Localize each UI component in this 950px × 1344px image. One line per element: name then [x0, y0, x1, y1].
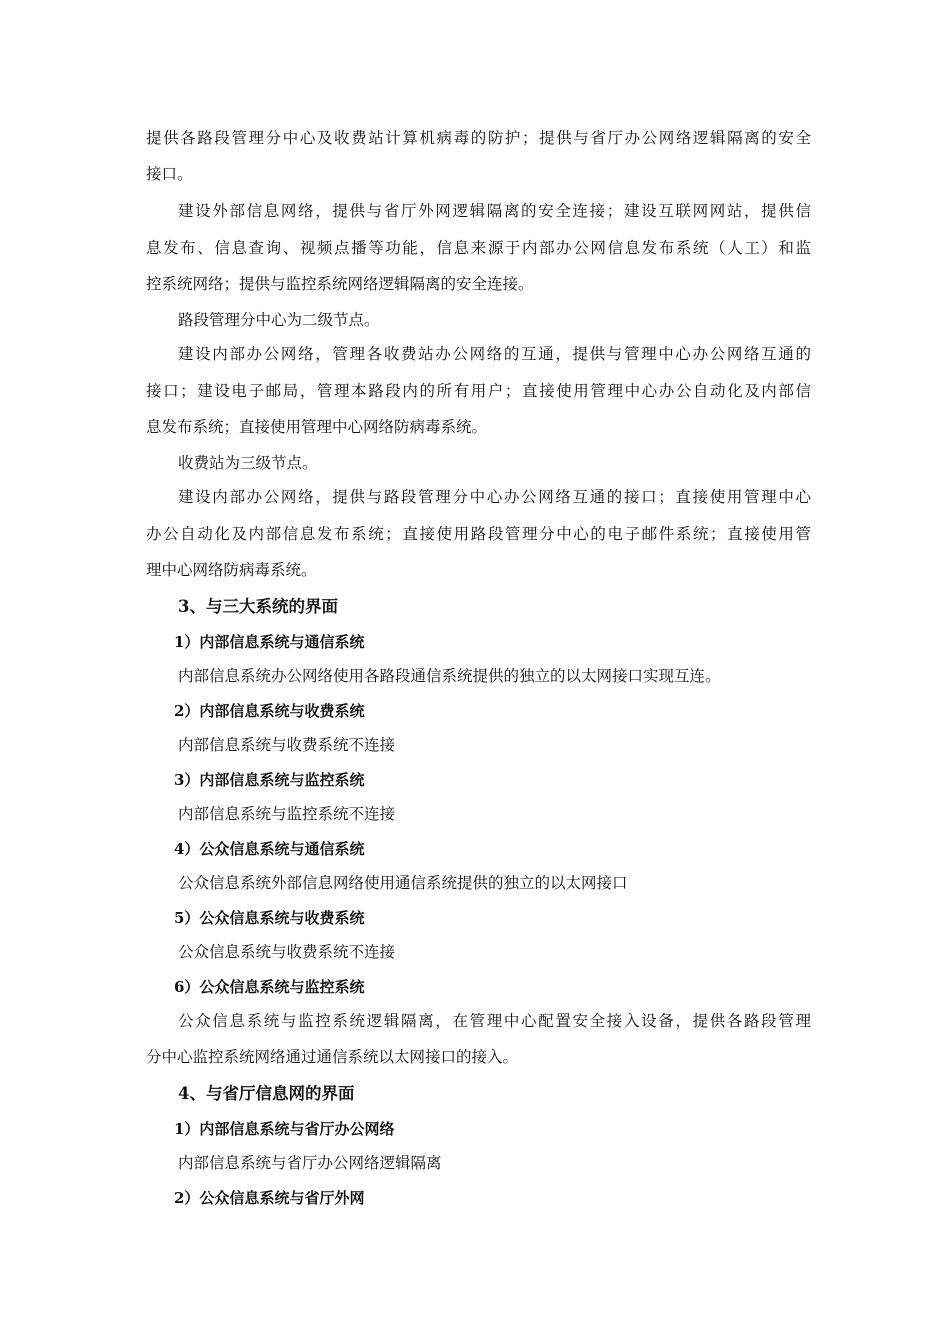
paragraph-line: 内部信息系统与省厅办公网络逻辑隔离	[178, 1154, 442, 1172]
paragraph-line: 理中心网络防病毒系统。	[146, 561, 317, 579]
subsection-heading: 6）公众信息系统与监控系统	[174, 978, 365, 996]
paragraph-line: 路段管理分中心为二级节点。	[178, 311, 380, 329]
subsection-heading: 4）公众信息系统与通信系统	[174, 840, 365, 858]
paragraph-line: 分中心监控系统网络通过通信系统以太网接口的接入。	[146, 1048, 519, 1066]
paragraph-line: 建设内部办公网络，管理各收费站办公网络的互通，提供与管理中心办公网络互通的	[178, 345, 811, 363]
paragraph-line: 公众信息系统外部信息网络使用通信系统提供的独立的以太网接口	[178, 874, 628, 892]
paragraph-line: 公众信息系统与监控系统逻辑隔离，在管理中心配置安全接入设备，提供各路段管理	[178, 1012, 811, 1030]
subsection-heading: 1）内部信息系统与省厅办公网络	[174, 1120, 395, 1138]
subsection-heading: 1）内部信息系统与通信系统	[174, 633, 365, 651]
paragraph-line: 内部信息系统与收费系统不连接	[178, 736, 396, 754]
paragraph-line: 内部信息系统办公网络使用各路段通信系统提供的独立的以太网接口实现互连。	[178, 667, 721, 685]
section-heading: 4、与省厅信息网的界面	[178, 1084, 355, 1103]
paragraph-line: 公众信息系统与收费系统不连接	[178, 943, 396, 961]
paragraph-line: 收费站为三级节点。	[178, 454, 318, 472]
paragraph-line: 接口。	[146, 165, 193, 183]
paragraph-line: 控系统网络；提供与监控系统网络逻辑隔离的安全连接。	[146, 275, 534, 293]
paragraph-line: 建设内部办公网络，提供与路段管理分中心办公网络互通的接口；直接使用管理中心	[178, 488, 811, 506]
paragraph-line: 建设外部信息网络，提供与省厅外网逻辑隔离的安全连接；建设互联网网站，提供信	[178, 202, 811, 220]
paragraph-line: 内部信息系统与监控系统不连接	[178, 805, 396, 823]
section-heading: 3、与三大系统的界面	[178, 597, 338, 616]
subsection-heading: 2）内部信息系统与收费系统	[174, 702, 365, 720]
subsection-heading: 5）公众信息系统与收费系统	[174, 909, 365, 927]
subsection-heading: 3）内部信息系统与监控系统	[174, 771, 365, 789]
paragraph-line: 息发布系统；直接使用管理中心网络防病毒系统。	[146, 418, 488, 436]
subsection-heading: 2）公众信息系统与省厅外网	[174, 1189, 365, 1207]
paragraph-line: 息发布、信息查询、视频点播等功能，信息来源于内部办公网信息发布系统（人工）和监	[146, 239, 811, 257]
paragraph-line: 办公自动化及内部信息发布系统；直接使用路段管理分中心的电子邮件系统；直接使用管	[146, 525, 811, 543]
paragraph-line: 提供各路段管理分中心及收费站计算机病毒的防护；提供与省厅办公网络逻辑隔离的安全	[146, 129, 811, 147]
paragraph-line: 接口；建设电子邮局，管理本路段内的所有用户；直接使用管理中心办公自动化及内部信	[146, 382, 811, 400]
